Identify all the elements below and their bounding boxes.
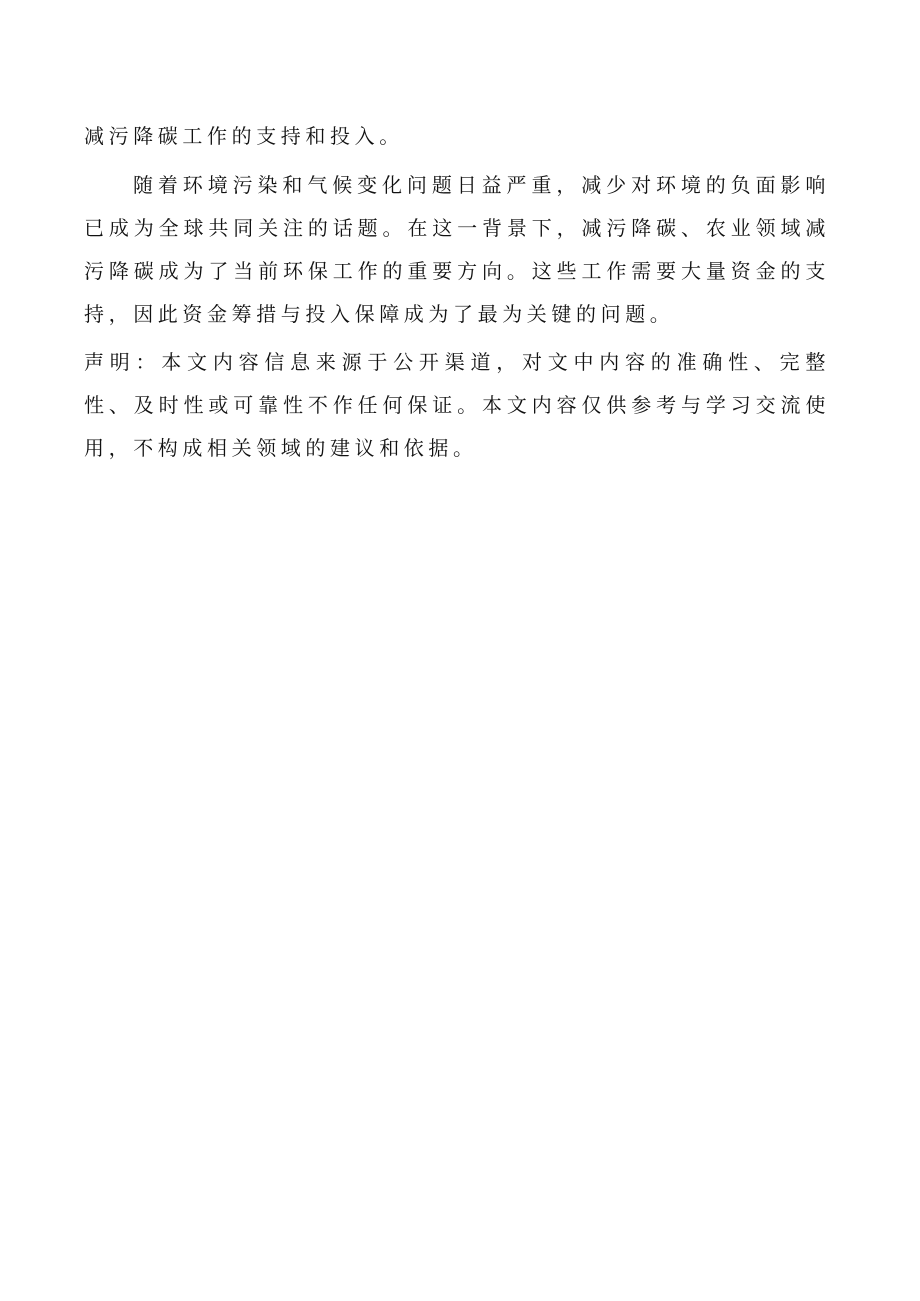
disclaimer-paragraph: 声明：本文内容信息来源于公开渠道，对文中内容的准确性、完整性、及时性或可靠性不作任何保证。本文内容仅供参考与学习交流使用，不构成相关领域的建议和依据。: [84, 350, 830, 460]
body-paragraph-continuation: 减污降碳工作的支持和投入。: [84, 124, 404, 148]
body-paragraph: 随着环境污染和气候变化问题日益严重，减少对环境的负面影响已成为全球共同关注的话题。在这一背景下，减污降碳、农业领域减污降碳成为了当前环保工作的重要方向。这些工作需要大量资金的支持，因此资金筹措与投入保障成为了最为关键的问题。: [84, 173, 830, 326]
document-body: [84, 115, 830, 470]
